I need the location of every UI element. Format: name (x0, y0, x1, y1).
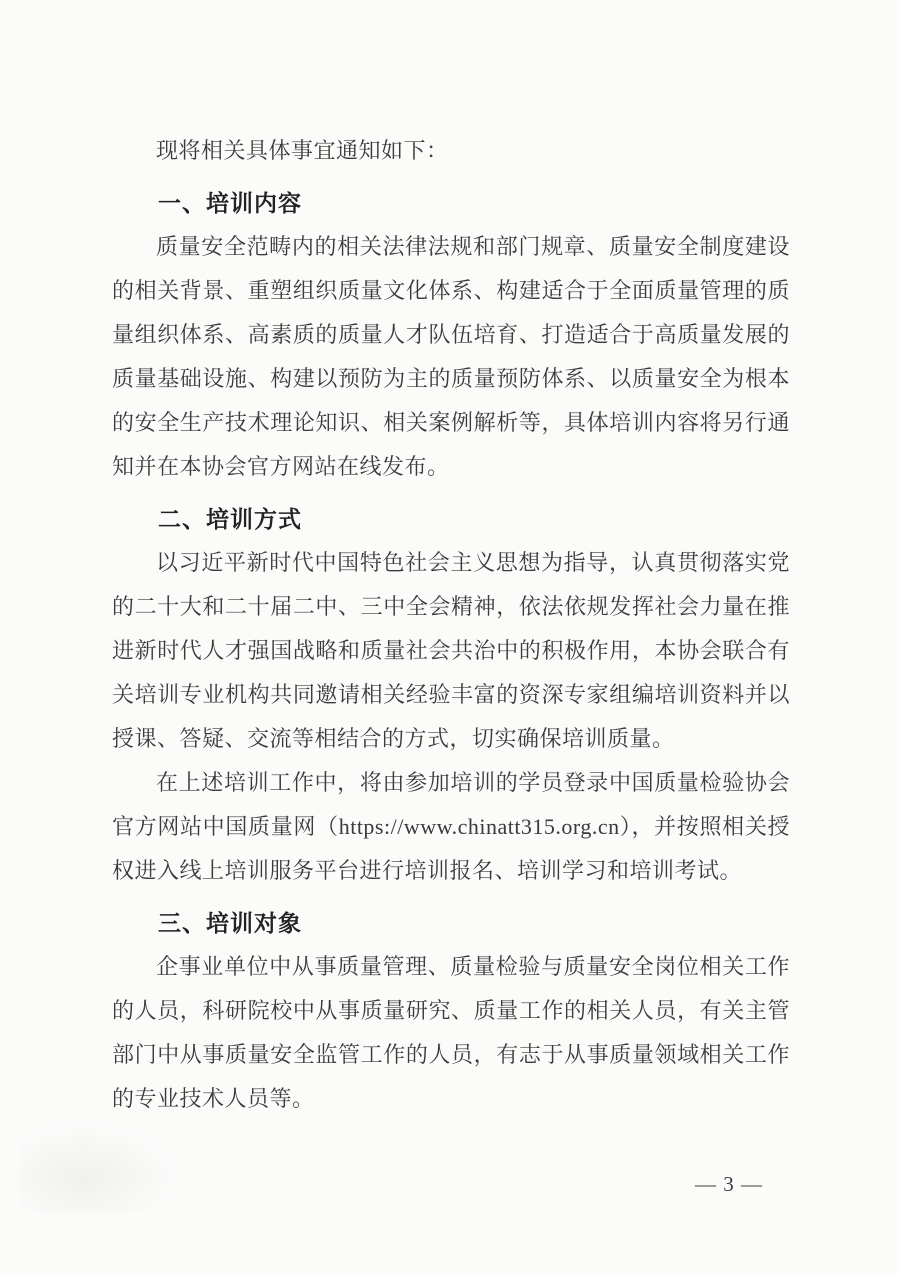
section-heading-training-audience: 三、培训对象 (158, 910, 302, 936)
document-page (112, 129, 790, 1121)
paragraph-training-audience: 企事业单位中从事质量管理、质量检验与质量安全岗位相关工作的人员，科研院校中从事质量研究、质量工作的相关人员，有关主管部门中从事质量安全监管工作的人员，有志于从事质量领域相关工作的专业技术人员等。 (112, 954, 790, 1111)
paragraph-training-content: 质量安全范畴内的相关法律法规和部门规章、质量安全制度建设的相关背景、重塑组织质量文化体系、构建适合于全面质量管理的质量组织体系、高素质的质量人才队伍培育、打造适合于高质量发展的质量基础设施、构建以预防为主的质量预防体系、以质量安全为根本的安全生产技术理论知识、相关案例解析等，具体培训内容将另行通知并在本协会官方网站在线发布。 (112, 234, 790, 479)
paragraph-training-method-2: 在上述培训工作中，将由参加培训的学员登录中国质量检验协会官方网站中国质量网（https://www.chinatt315.org.cn），并按照相关授权进入线上培训服务平台进行培训报名、培训学习和培训考试。 (112, 770, 790, 883)
paragraph-training-method-1: 以习近平新时代中国特色社会主义思想为指导，认真贯彻落实党的二十大和二十届二中、三中全会精神，依法依规发挥社会力量在推进新时代人才强国战略和质量社会共治中的积极作用，本协会联合有关培训专业机构共同邀请相关经验丰富的资深专家组编培训资料并以授课、答疑、交流等相结合的方式，切实确保培训质量。 (112, 550, 790, 751)
section-heading-training-content: 一、培训内容 (158, 190, 302, 216)
page-number: — 3 — (695, 1172, 763, 1196)
scan-smudge (20, 1123, 180, 1213)
section-heading-training-method: 二、培训方式 (158, 506, 302, 532)
intro-paragraph: 现将相关具体事宜通知如下： (156, 138, 449, 163)
